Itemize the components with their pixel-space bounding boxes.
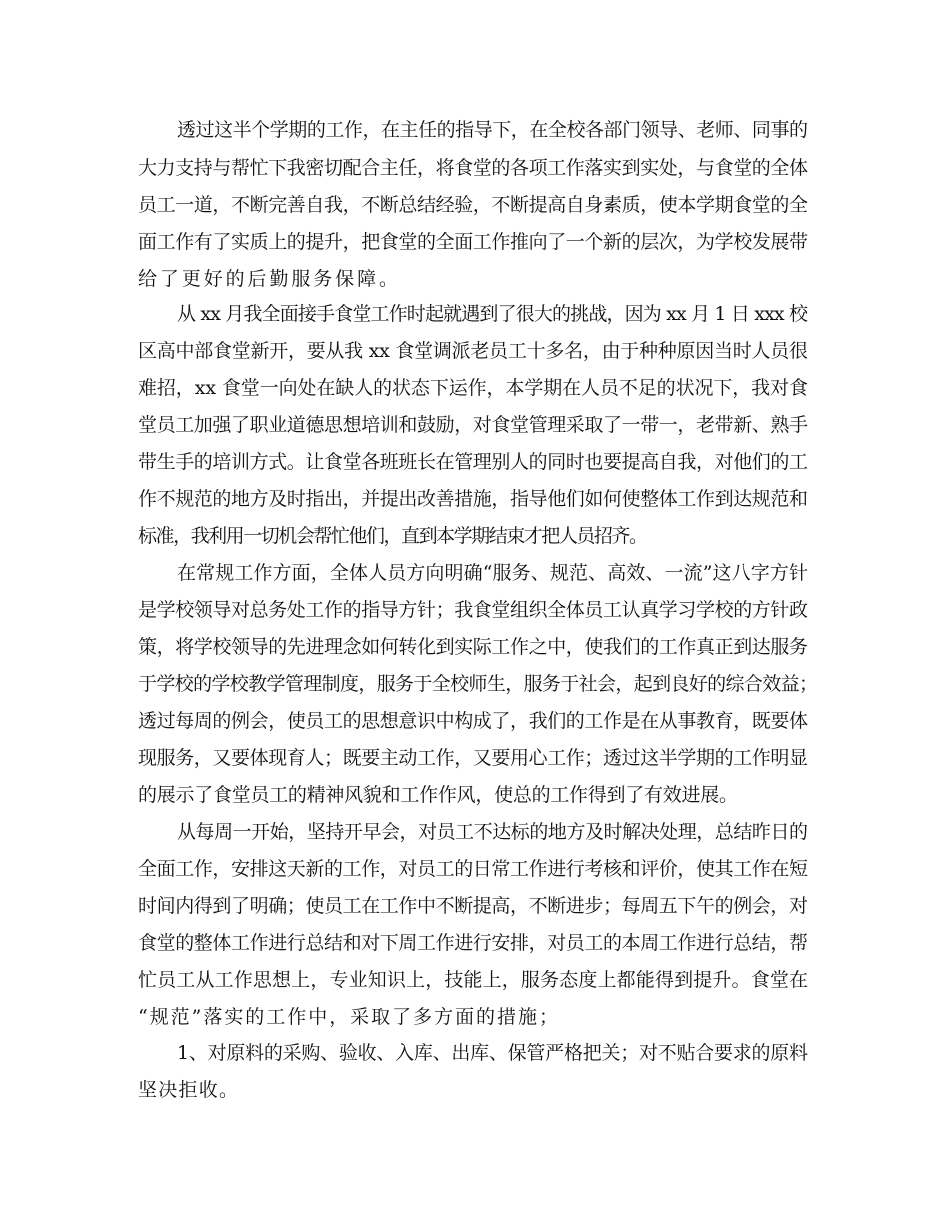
- text-line: 从 xx 月我全面接手食堂工作时起就遇到了很大的挑战，因为 xx 月 1 日 xxx 校: [177, 303, 808, 325]
- text-line: 全面工作，安排这天新的工作，对员工的日常工作进行考核和评价，使其工作在短: [138, 858, 808, 880]
- text-line: 员工一道，不断完善自我，不断总结经验，不断提高自身素质，使本学期食堂的全: [138, 194, 808, 216]
- text-line: 作不规范的地方及时指出，并提出改善措施，指导他们如何使整体工作到达规范和: [138, 488, 808, 510]
- text-line: 区高中部食堂新开，要从我 xx 食堂调派老员工十多名，由于种种原因当时人员很: [138, 340, 808, 362]
- text-line: 透过每周的例会，使员工的思想意识中构成了，我们的工作是在从事教育，既要体: [138, 710, 808, 732]
- text-line: “规范”落实的工作中，采取了多方面的措施；: [138, 1006, 560, 1028]
- text-line: 时间内得到了明确；使员工在工作中不断提高，不断进步；每周五下午的例会，对: [138, 895, 808, 917]
- text-line: 在常规工作方面，全体人员方向明确“服务、规范、高效、一流”这八字方针: [177, 562, 809, 584]
- text-line: 从每周一开始，坚持开早会，对员工不达标的地方及时解决处理，总结昨日的: [177, 821, 808, 843]
- text-line: 大力支持与帮忙下我密切配合主任，将食堂的各项工作落实到实处，与食堂的全体: [138, 157, 808, 179]
- text-line: 于学校的学校教学管理制度，服务于全校师生，服务于社会，起到良好的综合效益；: [138, 673, 818, 695]
- text-line: 堂员工加强了职业道德思想培训和鼓励，对食堂管理采取了一带一，老带新、熟手: [138, 414, 808, 436]
- text-line: 食堂的整体工作进行总结和对下周工作进行安排，对员工的本周工作进行总结，帮: [138, 932, 808, 954]
- text-line: 的展示了食堂员工的精神风貌和工作作风，使总的工作得到了有效进展。: [138, 784, 738, 806]
- text-line: 是学校领导对总务处工作的指导方针；我食堂组织全体员工认真学习学校的方针政: [138, 599, 808, 621]
- text-line: 难招，xx 食堂一向处在缺人的状态下运作，本学期在人员不足的状况下，我对食: [138, 377, 808, 399]
- text-line: 1、对原料的采购、验收、入库、出库、保管严格把关；对不贴合要求的原料: [177, 1042, 808, 1064]
- text-line: 现服务，又要体现育人；既要主动工作，又要用心工作；透过这半学期的工作明显: [138, 747, 808, 769]
- text-line: 透过这半个学期的工作，在主任的指导下，在全校各部门领导、老师、同事的: [177, 119, 808, 141]
- text-line: 标准，我利用一切机会帮忙他们，直到本学期结束才把人员招齐。: [138, 525, 647, 547]
- text-line: 面工作有了实质上的提升，把食堂的全面工作推向了一个新的层次，为学校发展带: [138, 231, 808, 253]
- text-line: 给了更好的后勤服务保障。: [138, 268, 401, 290]
- text-line: 策，将学校领导的先进理念如何转化到实际工作之中，使我们的工作真正到达服务: [138, 636, 808, 658]
- text-line: 坚决拒收。: [138, 1079, 240, 1101]
- text-line: 忙员工从工作思想上，专业知识上，技能上，服务态度上都能得到提升。食堂在: [138, 969, 809, 991]
- text-line: 带生手的培训方式。让食堂各班班长在管理别人的同时也要提高自我，对他们的工: [138, 451, 808, 473]
